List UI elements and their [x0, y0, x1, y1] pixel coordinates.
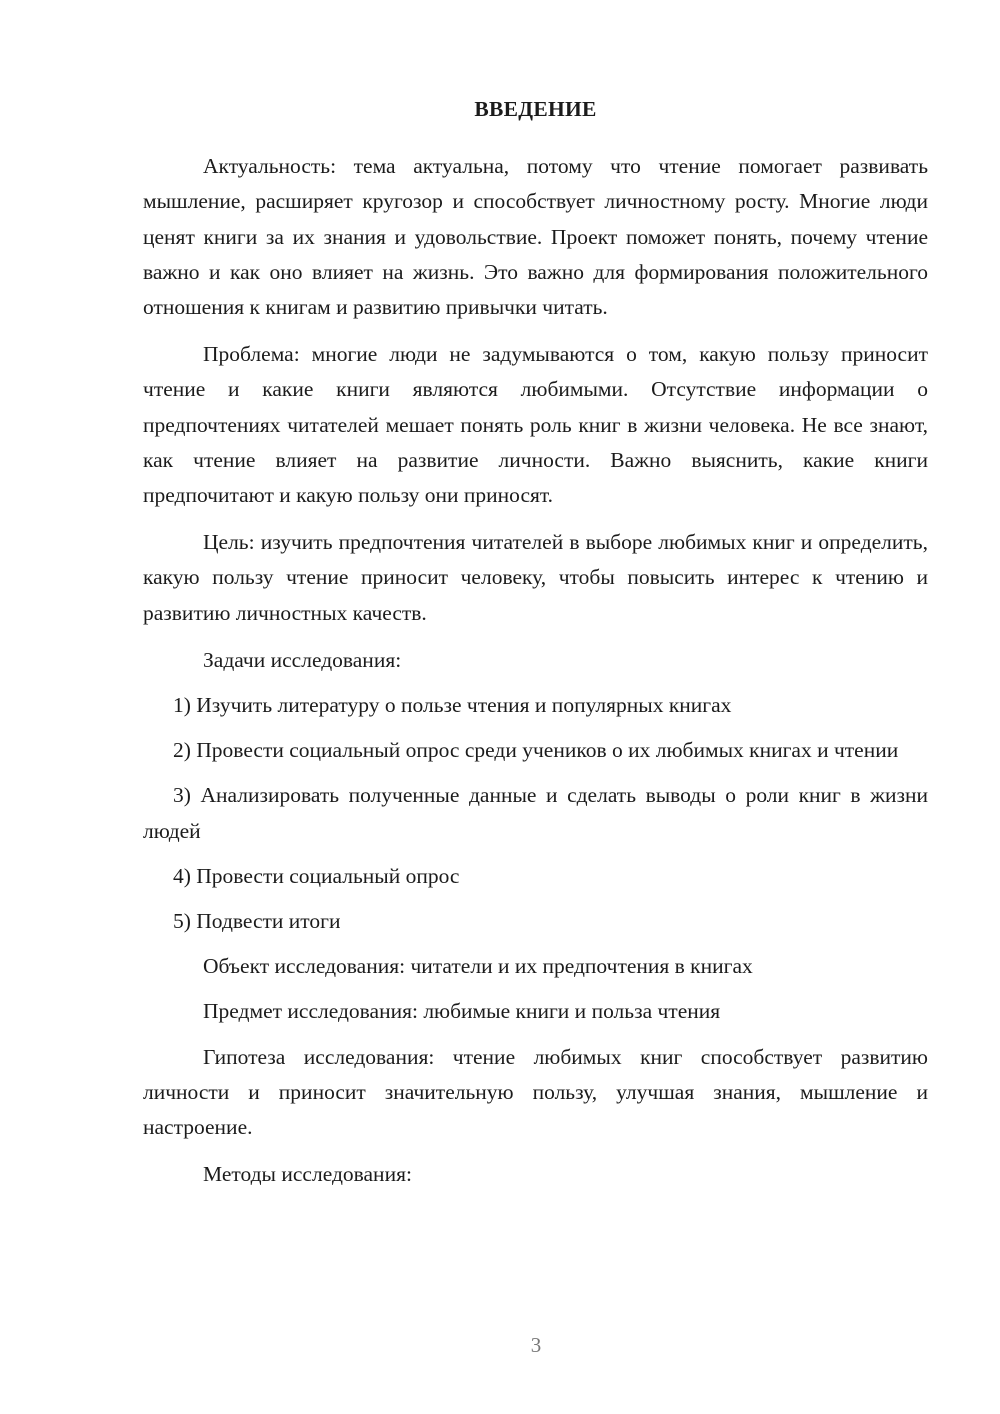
relevance-paragraph: Актуальность: тема актуальна, потому что чтение помогает развивать мышление, расширяет кругозор и способствует личностному росту. Многие люди ценят книги за их знания и удовольствие. Проект поможет понять, почему чтение важно и как оно влияет на жизнь. Это важно для формирования положительного отношения к книгам и развитию привычки читать. [143, 154, 928, 320]
problem-paragraph: Проблема: многие люди не задумываются о том, какую пользу приносит чтение и какие книги являются любимыми. Отсутствие информации о предпочтениях читателей мешает понять роль книг в жизни человека. Не все знают, как чтение влияет на развитие личности. Важно выяснить, какие книги предпочитают и какую пользу они приносят. [143, 342, 928, 508]
tasks-heading: Задачи исследования: [203, 647, 402, 672]
task-item-2: 2) Провести социальный опрос среди учеников о их любимых книгах и чтении [173, 738, 899, 763]
page-number: 3 [530, 1333, 542, 1357]
section-title: ВВЕДЕНИЕ [474, 97, 597, 121]
task-item-3: 3) Анализировать полученные данные и сделать выводы о роли книг в жизни людей [143, 783, 928, 843]
task-item-5: 5) Подвести итоги [173, 909, 341, 934]
methods-heading: Методы исследования: [203, 1162, 412, 1187]
goal-paragraph: Цель: изучить предпочтения читателей в выборе любимых книг и определить, какую пользу чтение приносит человеку, чтобы повысить интерес к чтению и развитию личностных качеств. [143, 530, 928, 625]
subject-paragraph: Предмет исследования: любимые книги и польза чтения [203, 999, 721, 1024]
hypothesis-paragraph: Гипотеза исследования: чтение любимых книг способствует развитию личности и приносит значительную пользу, улучшая знания, мышление и настроение. [143, 1044, 928, 1140]
task-item-1: 1) Изучить литературу о пользе чтения и популярных книгах [173, 693, 732, 718]
object-paragraph: Объект исследования: читатели и их предпочтения в книгах [203, 954, 753, 979]
task-item-4: 4) Провести социальный опрос [173, 863, 460, 888]
page-content [143, 92, 928, 1202]
